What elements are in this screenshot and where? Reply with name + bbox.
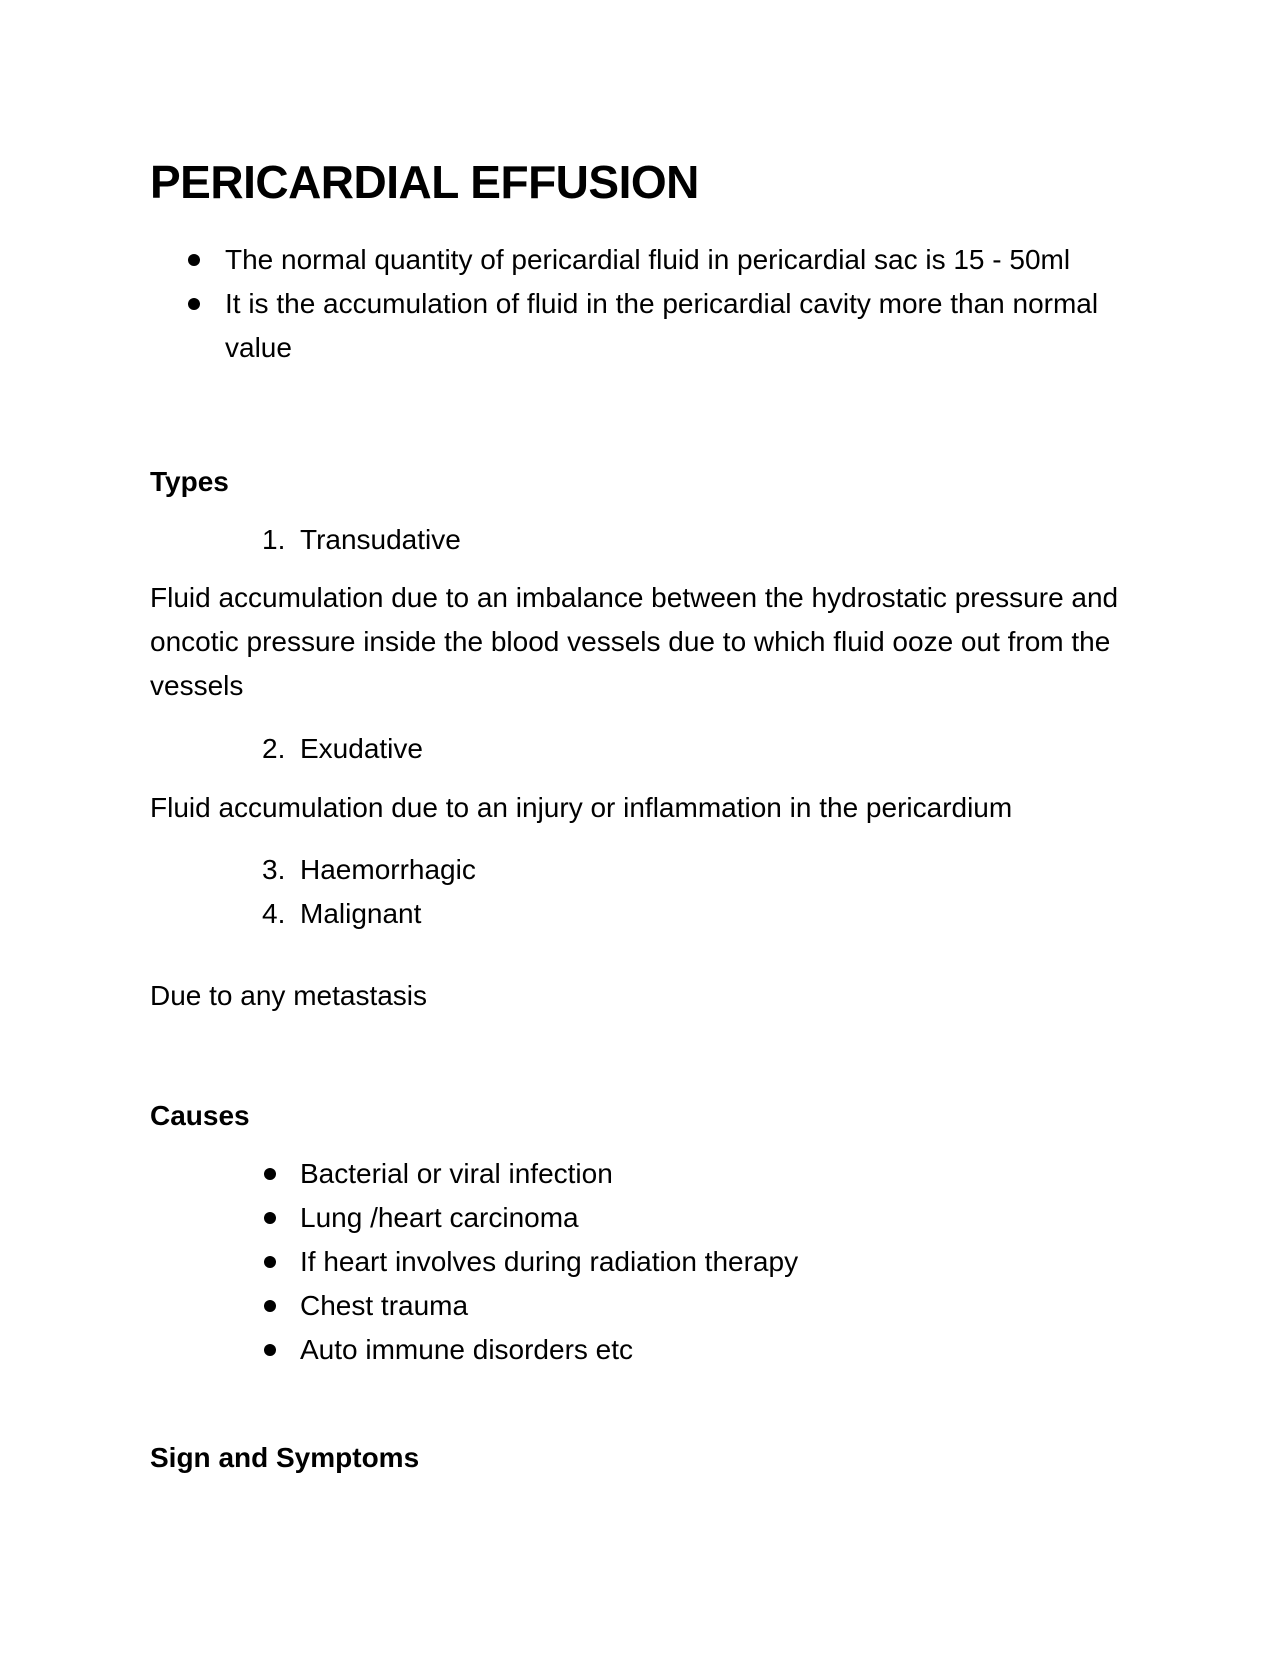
types-list-exudative [262, 727, 423, 771]
list-item-text: Auto immune disorders etc [300, 1334, 634, 1365]
malignant-description: Due to any metastasis [150, 980, 428, 1011]
list-item-text: Lung /heart carcinoma [300, 1202, 579, 1233]
type-label-malignant: Malignant [300, 898, 422, 929]
types-list-transudative [262, 518, 461, 562]
list-number: 4. [262, 898, 286, 929]
type-label-transudative: Transudative [300, 524, 461, 555]
transudative-description: Fluid accumulation due to an imbalance between the hydrostatic pressure and oncotic pressure inside the blood vessels due to which fluid ooze out from the vessels [150, 582, 1119, 701]
intro-bullet-list [150, 238, 1110, 370]
list-number: 2. [262, 733, 286, 764]
list-item-text: Chest trauma [300, 1290, 469, 1321]
page-title: PERICARDIAL EFFUSION [150, 156, 699, 208]
bullet-icon [188, 254, 200, 266]
list-number: 1. [262, 524, 286, 555]
list-item [262, 1152, 798, 1196]
sign-and-symptoms-heading: Sign and Symptoms [150, 1442, 420, 1473]
bullet-icon [264, 1300, 276, 1312]
list-item [150, 282, 1110, 370]
list-item [150, 238, 1110, 282]
list-item-text: Bacterial or viral infection [300, 1158, 613, 1189]
bullet-icon [264, 1344, 276, 1356]
types-list-other [262, 848, 476, 936]
list-item [262, 518, 461, 562]
bullet-icon [264, 1168, 276, 1180]
bullet-icon [264, 1212, 276, 1224]
types-heading: Types [150, 466, 229, 497]
list-item [262, 1240, 798, 1284]
list-number: 3. [262, 854, 286, 885]
list-item [262, 727, 423, 771]
bullet-icon [264, 1256, 276, 1268]
list-item [262, 1196, 798, 1240]
list-item [262, 1284, 798, 1328]
causes-heading: Causes [150, 1100, 250, 1131]
bullet-icon [188, 298, 200, 310]
exudative-description: Fluid accumulation due to an injury or inflammation in the pericardium [150, 792, 1013, 823]
list-item [262, 892, 476, 936]
list-item-text: If heart involves during radiation therapy [300, 1246, 799, 1277]
list-item-text: It is the accumulation of fluid in the pericardial cavity more than normal value [225, 288, 1099, 363]
causes-bullet-list [262, 1152, 798, 1372]
list-item-text: The normal quantity of pericardial fluid in pericardial sac is 15 - 50ml [225, 244, 1071, 275]
type-label-haemorrhagic: Haemorrhagic [300, 854, 476, 885]
list-item [262, 848, 476, 892]
type-label-exudative: Exudative [300, 733, 423, 764]
list-item [262, 1328, 798, 1372]
